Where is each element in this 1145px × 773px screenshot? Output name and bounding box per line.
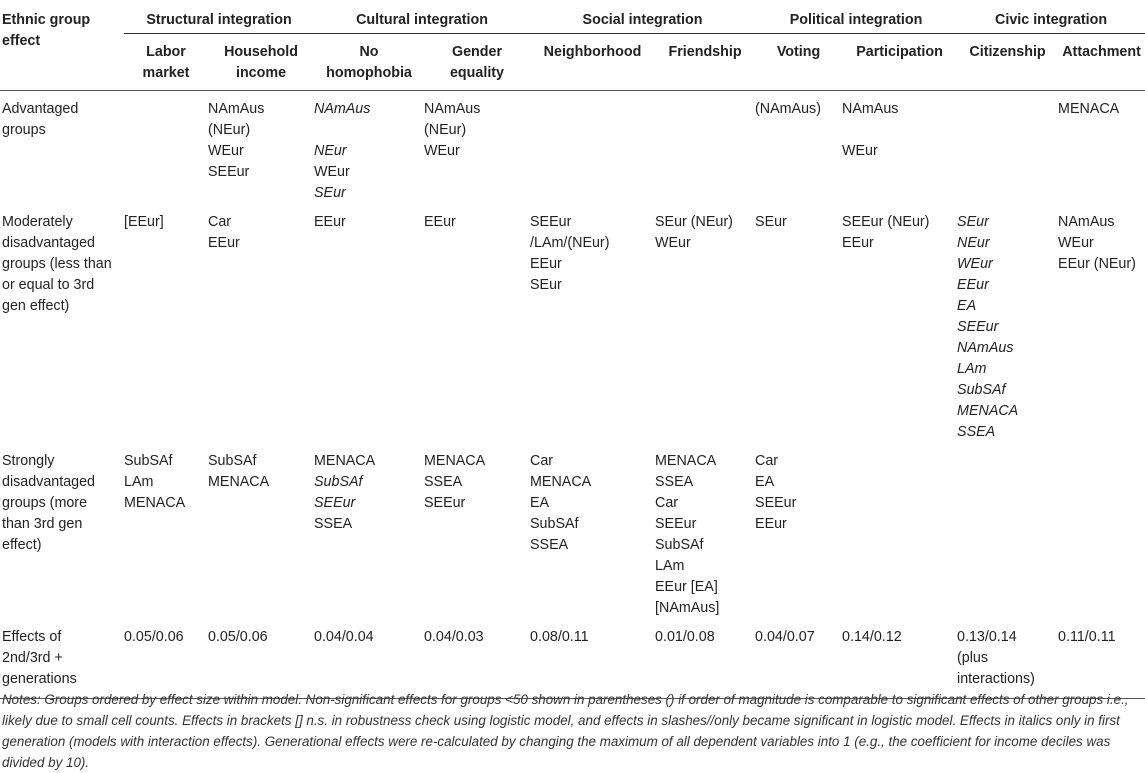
cell-entry: [NAmAus]	[655, 600, 720, 616]
row-label-text: Effects of 2nd/3rd + generations	[2, 629, 77, 687]
cell-entry: SEEur	[314, 495, 356, 511]
table-cell	[957, 619, 1058, 699]
table-cell	[314, 204, 424, 443]
cell-entry: 0.04/0.04	[314, 629, 374, 645]
table-cell	[755, 443, 842, 619]
cell-entry: 0.01/0.08	[655, 629, 715, 645]
table-cell	[314, 443, 424, 619]
col-header-voting: Voting	[755, 34, 842, 91]
cell-entry: (NEur)	[424, 122, 467, 138]
cell-entry: SSEA	[655, 474, 694, 490]
cell-entry: NAmAus	[314, 101, 371, 117]
cell-entry: SEur	[755, 214, 787, 230]
group-header-structural: Structural integration	[124, 0, 314, 34]
cell-entry: EEur	[208, 235, 240, 251]
table-cell	[1058, 91, 1145, 205]
cell-entry: NEur	[957, 235, 990, 251]
col-header-attachment: Attachment	[1058, 34, 1145, 91]
table-cell	[655, 204, 755, 443]
col-header-labor-market	[124, 34, 208, 91]
col-header-text: No homophobia	[326, 44, 412, 81]
cell-entry: SEEur	[655, 516, 697, 532]
row-label-text: Advantaged groups	[2, 101, 79, 138]
cell-entry: SEur	[530, 277, 562, 293]
cell-entry: interactions)	[957, 671, 1035, 687]
cell-entry: 0.05/0.06	[208, 629, 268, 645]
table-cell	[1058, 204, 1145, 443]
table-notes: Notes: Groups ordered by effect size within model. Non-significant effects for groups <50 shown in parentheses () if order of magnitude is comparable to significant effects of other groups i.e., likely due to small cell counts. Effects in brackets [] n.s. in robustness check using logistic model, and effects in slashes//only became significant in logistic model. Effects in italics only in first generation (models with interaction effects). Generational effects were re-calculated by changing the maximum of all dependent variables into 1 (e.g., the coefficient for income deciles was divided by 10).	[2, 692, 1129, 770]
table-cell	[842, 91, 957, 205]
cell-entry: EEur	[842, 235, 874, 251]
cell-entry: SEEur	[530, 214, 572, 230]
table-cell	[424, 91, 530, 205]
cell-entry: SubSAf	[530, 516, 579, 532]
cell-entry: SubSAf	[124, 453, 173, 469]
cell-entry: MENACA	[655, 453, 717, 469]
cell-entry: Car	[208, 214, 232, 230]
cell-entry: EEur	[755, 516, 787, 532]
cell-entry: (NAmAus)	[755, 101, 821, 117]
table-cell	[208, 443, 314, 619]
row-moderately-disadvantaged	[0, 204, 1145, 443]
cell-entry: NEur	[314, 143, 347, 159]
cell-entry: NAmAus	[842, 101, 899, 117]
cell-entry: 0.13/0.14	[957, 629, 1017, 645]
row-advantaged	[0, 91, 1145, 205]
table-cell	[208, 204, 314, 443]
table-cell	[530, 619, 655, 699]
group-header-cultural: Cultural integration	[314, 0, 530, 34]
cell-entry: SEur (NEur)	[655, 214, 733, 230]
cell-entry: 0.05/0.06	[124, 629, 184, 645]
cell-entry: MENACA	[314, 453, 376, 469]
col-header-household-income	[208, 34, 314, 91]
row-label	[0, 443, 124, 619]
cell-entry: SubSAf	[655, 537, 704, 553]
cell-entry: EA	[957, 298, 977, 314]
cell-entry: SSEA	[424, 474, 463, 490]
cell-entry: SEEur	[957, 319, 999, 335]
cell-entry: Car	[655, 495, 679, 511]
cell-entry: (NEur)	[208, 122, 251, 138]
table-cell	[1058, 619, 1145, 699]
cell-entry: EEur [EA]	[655, 579, 718, 595]
table-cell	[655, 443, 755, 619]
cell-entry: SEur	[957, 214, 989, 230]
row-generational-effects	[0, 619, 1145, 699]
cell-entry: EEur	[424, 214, 456, 230]
cell-entry: SSEA	[530, 537, 569, 553]
first-column-header-text: Ethnic group effect	[2, 12, 91, 49]
table-cell	[842, 204, 957, 443]
cell-entry: 0.14/0.12	[842, 629, 902, 645]
table-cell	[755, 204, 842, 443]
cell-entry: MENACA	[124, 495, 186, 511]
cell-entry: SEEur	[424, 495, 466, 511]
row-label-text: Strongly disadvantaged groups (more than 3rd gen effect)	[2, 453, 96, 553]
group-header-civic: Civic integration	[957, 0, 1145, 34]
cell-entry: WEur	[655, 235, 691, 251]
cell-entry: EA	[530, 495, 550, 511]
table-cell	[424, 204, 530, 443]
cell-entry: (plus	[957, 650, 989, 666]
cell-entry: MENACA	[208, 474, 270, 490]
cell-entry: SEEur	[755, 495, 797, 511]
cell-entry: SEEur (NEur)	[842, 214, 930, 230]
col-header-gender-equality	[424, 34, 530, 91]
cell-entry: SSEA	[957, 424, 996, 440]
cell-entry: WEur	[842, 143, 878, 159]
cell-entry: 0.11/0.11	[1058, 629, 1116, 645]
row-label	[0, 204, 124, 443]
cell-entry: MENACA	[424, 453, 486, 469]
first-column-header	[0, 0, 124, 91]
cell-entry: MENACA	[1058, 101, 1120, 117]
table-cell	[208, 619, 314, 699]
cell-entry: EEur	[530, 256, 562, 272]
table-cell	[755, 619, 842, 699]
table-cell	[530, 91, 655, 205]
table-cell	[655, 91, 755, 205]
cell-entry: EA	[755, 474, 775, 490]
table-cell	[124, 204, 208, 443]
cell-entry: WEur	[424, 143, 460, 159]
table-cell	[124, 91, 208, 205]
group-header-social: Social integration	[530, 0, 755, 34]
table-cell	[957, 91, 1058, 205]
table-cell	[124, 619, 208, 699]
row-label	[0, 91, 124, 205]
cell-entry: SEEur	[208, 164, 250, 180]
col-header-text: Household income	[224, 44, 298, 81]
table-cell	[124, 443, 208, 619]
cell-entry: MENACA	[957, 403, 1019, 419]
table-cell	[957, 204, 1058, 443]
cell-entry: LAm	[957, 361, 987, 377]
cell-entry: EEur	[957, 277, 989, 293]
cell-entry: WEur	[957, 256, 993, 272]
table-cell	[1058, 443, 1145, 619]
col-header-text: Labor market	[142, 44, 190, 81]
row-strongly-disadvantaged	[0, 443, 1145, 619]
cell-entry: SSEA	[314, 516, 353, 532]
table-cell	[755, 91, 842, 205]
table-cell	[957, 443, 1058, 619]
cell-entry: EEur	[314, 214, 346, 230]
cell-entry: NAmAus	[424, 101, 481, 117]
cell-entry: WEur	[1058, 235, 1094, 251]
row-label-text: Moderately disadvantaged groups (less than or equal to 3rd gen effect)	[2, 214, 112, 314]
cell-entry: Car	[530, 453, 554, 469]
cell-entry: NAmAus	[957, 340, 1014, 356]
col-header-citizenship: Citizenship	[957, 34, 1058, 91]
cell-entry: [EEur]	[124, 214, 164, 230]
table-cell	[424, 619, 530, 699]
col-header-participation: Participation	[842, 34, 957, 91]
cell-entry: /LAm/(NEur)	[530, 235, 610, 251]
group-header-political: Political integration	[755, 0, 957, 34]
cell-entry: LAm	[124, 474, 154, 490]
table-body	[0, 91, 1145, 699]
table-cell	[530, 204, 655, 443]
table-cell	[424, 443, 530, 619]
cell-entry: SubSAf	[314, 474, 363, 490]
cell-entry: 0.08/0.11	[530, 629, 589, 645]
cell-entry: WEur	[314, 164, 350, 180]
table-cell	[842, 619, 957, 699]
cell-entry: 0.04/0.07	[755, 629, 815, 645]
table-cell	[208, 91, 314, 205]
col-header-friendship: Friendship	[655, 34, 755, 91]
cell-entry: SubSAf	[208, 453, 257, 469]
cell-entry: NAmAus	[208, 101, 265, 117]
col-header-no-homophobia	[314, 34, 424, 91]
table-cell	[530, 443, 655, 619]
cell-entry	[314, 120, 424, 141]
table-cell	[842, 443, 957, 619]
table-cell	[314, 91, 424, 205]
cell-entry: SubSAf	[957, 382, 1006, 398]
col-header-neighborhood: Neighborhood	[530, 34, 655, 91]
cell-entry: NAmAus	[1058, 214, 1115, 230]
row-label	[0, 619, 124, 699]
cell-entry: WEur	[208, 143, 244, 159]
col-header-text: Gender equality	[449, 44, 505, 81]
cell-entry: 0.04/0.03	[424, 629, 484, 645]
cell-entry: Car	[755, 453, 779, 469]
cell-entry: SEur	[314, 185, 346, 201]
cell-entry: LAm	[655, 558, 685, 574]
cell-entry	[842, 120, 957, 141]
table-cell	[655, 619, 755, 699]
table-cell	[314, 619, 424, 699]
cell-entry: MENACA	[530, 474, 592, 490]
cell-entry: EEur (NEur)	[1058, 256, 1136, 272]
